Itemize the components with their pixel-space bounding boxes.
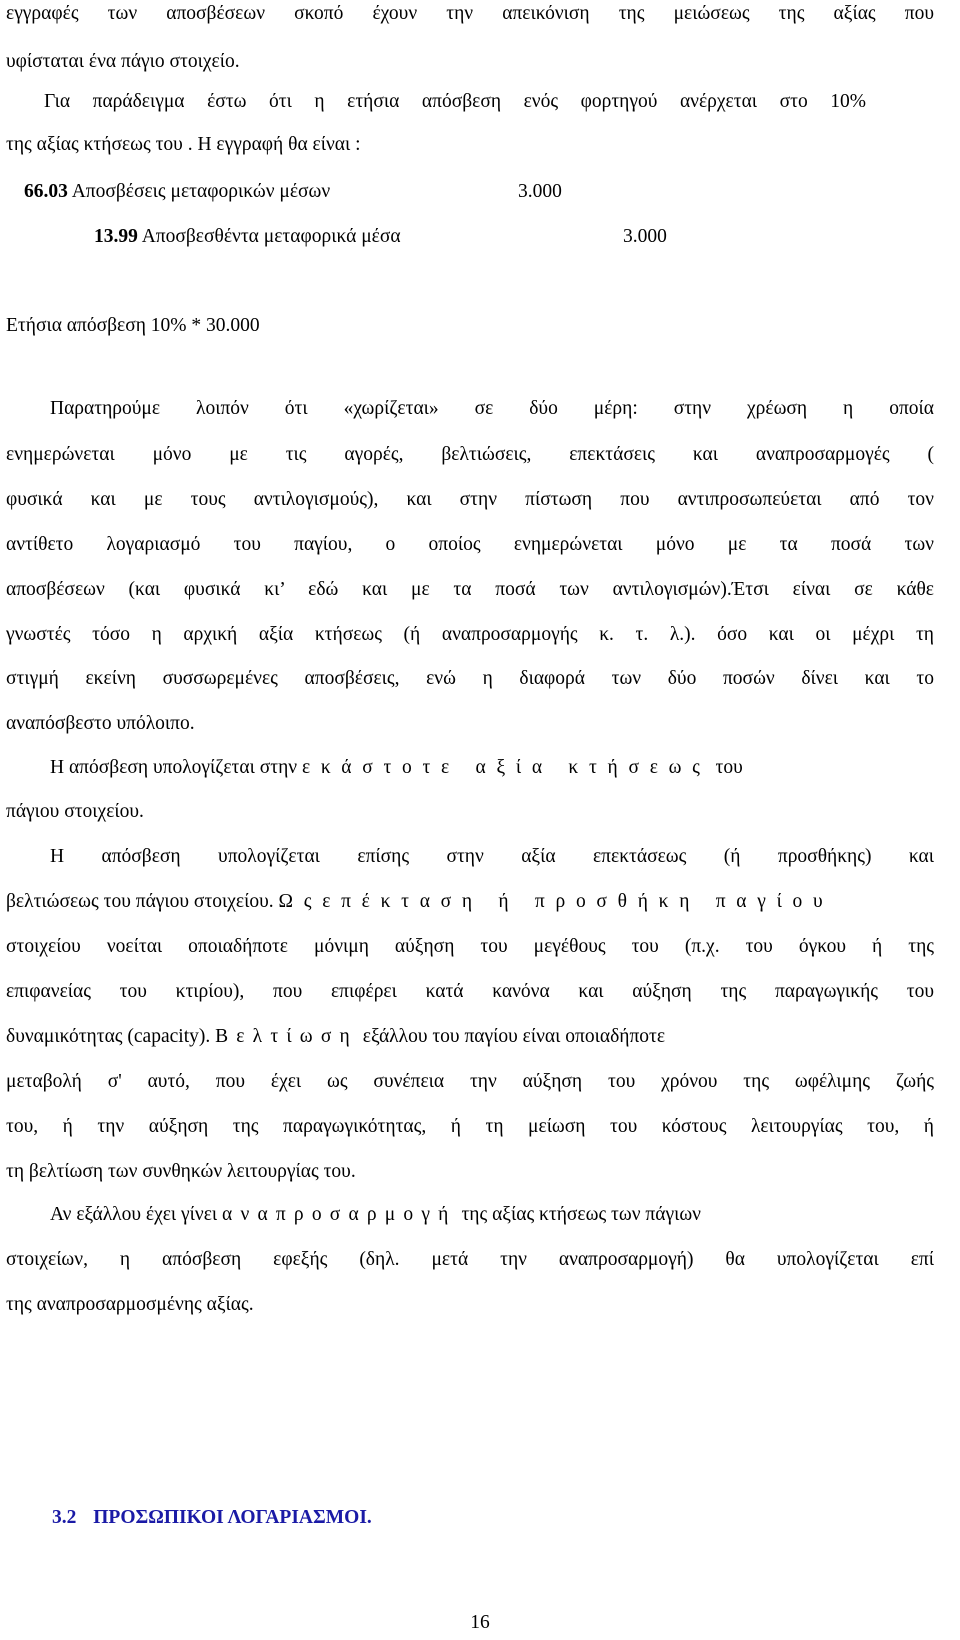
debit-account-label: Αποσβέσεις μεταφορικών μέσων — [71, 181, 331, 202]
journal-debit-entry — [24, 180, 330, 204]
text-run: της αξίας κτήσεως των πάγιων — [461, 1204, 701, 1225]
body-text-line: υφίσταται ένα πάγιο στοιχείο. — [6, 51, 240, 72]
body-text-line: ενημερώνεται μόνο με τις αγορές, βελτιώσεις, επεκτάσεις και αναπροσαρμογές ( — [6, 444, 934, 465]
debit-account-code: 66.03 — [24, 181, 68, 202]
body-text-line: στοιχείων, η απόσβεση εφεξής (δηλ. μετά την αναπροσαρμογή) θα υπολογίζεται επί — [6, 1249, 934, 1270]
body-text-line: της αναπροσαρμοσμένης αξίας. — [6, 1294, 254, 1315]
body-text-line: επιφανείας του κτιρίου), που επιφέρει κατά κανόνα και αύξηση της παραγωγικής του — [6, 981, 934, 1002]
body-text-line: μεταβολή σ' αυτό, που έχει ως συνέπεια την αύξηση του χρόνου της ωφέλιμης ζωής — [6, 1071, 934, 1092]
body-text-line: εγγραφές των αποσβέσεων σκοπό έχουν την απεικόνιση της μειώσεως της αξίας που — [6, 3, 934, 24]
body-text-line — [50, 756, 930, 780]
body-text-line: στιγμή εκείνη συσσωρεμένες αποσβέσεις, ενώ η διαφορά των δύο ποσών δίνει και το — [6, 668, 934, 689]
debit-amount: 3.000 — [518, 181, 562, 202]
body-text-line — [50, 1203, 930, 1227]
body-text-line — [6, 1025, 934, 1049]
body-text-line: αναπόσβεστο υπόλοιπο. — [6, 713, 195, 734]
body-text-line: τη βελτίωση των συνθηκών λειτουργίας του. — [6, 1161, 356, 1182]
credit-account-label: Αποσβεσθέντα μεταφορικά μέσα — [141, 226, 401, 247]
journal-note: Ετήσια απόσβεση 10% * 30.000 — [6, 315, 260, 336]
section-number: 3.2 — [52, 1507, 77, 1528]
emphasized-spaced-text: εκάστοτε αξία κτήσεως — [301, 757, 711, 778]
text-run: δυναμικότητας (capacity). — [6, 1026, 211, 1047]
body-text-line: Για παράδειγμα έστω ότι η ετήσια απόσβεση ενός φορτηγού ανέρχεται στο 10% — [44, 91, 866, 112]
journal-credit-entry — [94, 225, 401, 249]
text-run: Αν εξάλλου έχει γίνει — [50, 1204, 218, 1225]
text-run: Η απόσβεση υπολογίζεται στην — [50, 757, 298, 778]
body-text-line: Παρατηρούμε λοιπόν ότι «χωρίζεται» σε δύο μέρη: στην χρέωση η οποία — [50, 398, 934, 419]
text-run: βελτιώσεως του πάγιου στοιχείου. — [6, 891, 274, 912]
body-text-line: πάγιου στοιχείου. — [6, 801, 144, 822]
body-text-line — [6, 890, 934, 914]
emphasized-spaced-text: Βελτίωση — [215, 1026, 358, 1047]
credit-account-code: 13.99 — [94, 226, 138, 247]
body-text-line: αντίθετο λογαριασμό του παγίου, ο οποίος ενημερώνεται μόνο με τα ποσά των — [6, 534, 934, 555]
emphasized-spaced-text: αναπροσαρμογή — [222, 1204, 457, 1225]
section-title: ΠΡΟΣΩΠΙΚΟΙ ΛΟΓΑΡΙΑΣΜΟΙ. — [93, 1507, 372, 1528]
credit-amount: 3.000 — [623, 226, 667, 247]
body-text-line: της αξίας κτήσεως του . Η εγγραφή θα είναι : — [6, 134, 361, 155]
section-heading — [52, 1507, 372, 1529]
body-text-line: φυσικά και με τους αντιλογισμούς), και στην πίστωση που αντιπροσωπεύεται από τον — [6, 489, 934, 510]
text-run: του — [715, 757, 743, 778]
text-run: εξάλλου του παγίου είναι οποιαδήποτε — [362, 1026, 666, 1047]
body-text-line: Η απόσβεση υπολογίζεται επίσης στην αξία επεκτάσεως (ή προσθήκης) και — [50, 846, 934, 867]
emphasized-spaced-text: Ωςεπέκταση ή προσθήκη παγίου — [278, 891, 834, 912]
body-text-line: αποσβέσεων (και φυσικά κι’ εδώ και με τα ποσά των αντιλογισμών).Έτσι είναι σε κάθε — [6, 579, 934, 600]
body-text-line: στοιχείου νοείται οποιαδήποτε μόνιμη αύξηση του μεγέθους του (π.χ. του όγκου ή της — [6, 936, 934, 957]
page-number: 16 — [470, 1612, 490, 1633]
body-text-line: του, ή την αύξηση της παραγωγικότητας, ή τη μείωση του κόστους λειτουργίας του, ή — [6, 1116, 934, 1137]
body-text-line: γνωστές τόσο η αρχική αξία κτήσεως (ή αναπροσαρμογής κ. τ. λ.). όσο και οι μέχρι τη — [6, 624, 934, 645]
